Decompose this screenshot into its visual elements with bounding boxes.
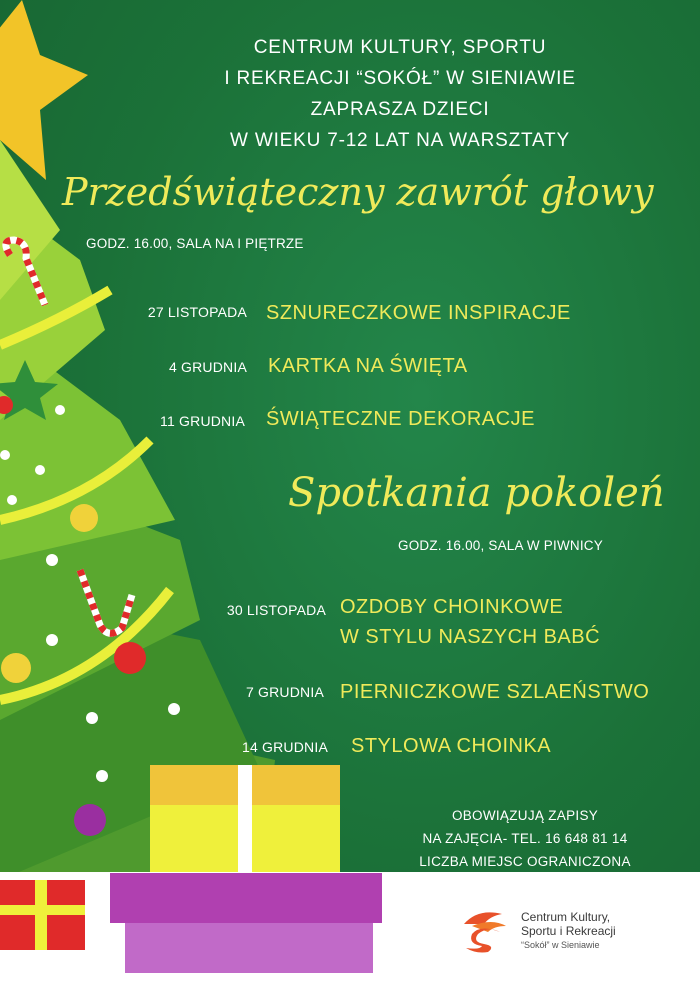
event-title-line: OZDOBY CHOINKOWE xyxy=(340,596,564,618)
event-date: 7 GRUDNIA xyxy=(245,684,324,700)
event-date: 30 LISTOPADA xyxy=(226,602,326,618)
logo-line: “Sokół” w Sieniawie xyxy=(521,940,600,950)
footer-line: LICZBA MIEJSC OGRANICZONA xyxy=(419,854,631,869)
event-date: 4 GRUDNIA xyxy=(168,359,247,375)
event-title xyxy=(340,592,600,652)
event-date: 27 LISTOPADA xyxy=(147,304,247,320)
section1-title: Przedświąteczny zawrót głowy xyxy=(62,170,654,214)
header-line: I REKREACJI “SOKÓŁ” W SIENIAWIE xyxy=(224,68,576,89)
section2-subtitle: GODZ. 16.00, SALA W PIWNICY xyxy=(398,538,603,553)
event-title: PIERNICZKOWE SZLAEŃSTWO xyxy=(340,681,650,703)
header-line: CENTRUM KULTURY, SPORTU xyxy=(253,37,547,58)
header-line: W WIEKU 7-12 LAT NA WARSZTATY xyxy=(230,130,570,151)
logo-text xyxy=(521,910,616,952)
registration-note xyxy=(380,804,670,873)
event-title: KARTKA NA ŚWIĘTA xyxy=(268,355,468,377)
footer-line: NA ZAJĘCIA- TEL. 16 648 81 14 xyxy=(422,831,628,846)
logo-line: Centrum Kultury, xyxy=(521,910,611,924)
event-title: STYLOWA CHOINKA xyxy=(351,735,552,757)
section1-subtitle: GODZ. 16.00, SALA NA I PIĘTRZE xyxy=(86,236,304,251)
section2-title: Spotkania pokoleń xyxy=(288,470,665,516)
event-title: SZNURECZKOWE INSPIRACJE xyxy=(266,302,571,324)
event-date: 14 GRUDNIA xyxy=(241,739,328,755)
logo-line: Sportu i Rekreacji xyxy=(521,924,616,938)
event-title-line: W STYLU NASZYCH BABĆ xyxy=(340,626,601,648)
sokol-logo-icon xyxy=(458,904,514,954)
invitation-header xyxy=(120,32,680,156)
event-title: ŚWIĄTECZNE DEKORACJE xyxy=(266,408,535,430)
header-line: ZAPRASZA DZIECI xyxy=(310,99,490,120)
footer-line: OBOWIĄZUJĄ ZAPISY xyxy=(451,808,599,823)
event-date: 11 GRUDNIA xyxy=(160,413,245,429)
